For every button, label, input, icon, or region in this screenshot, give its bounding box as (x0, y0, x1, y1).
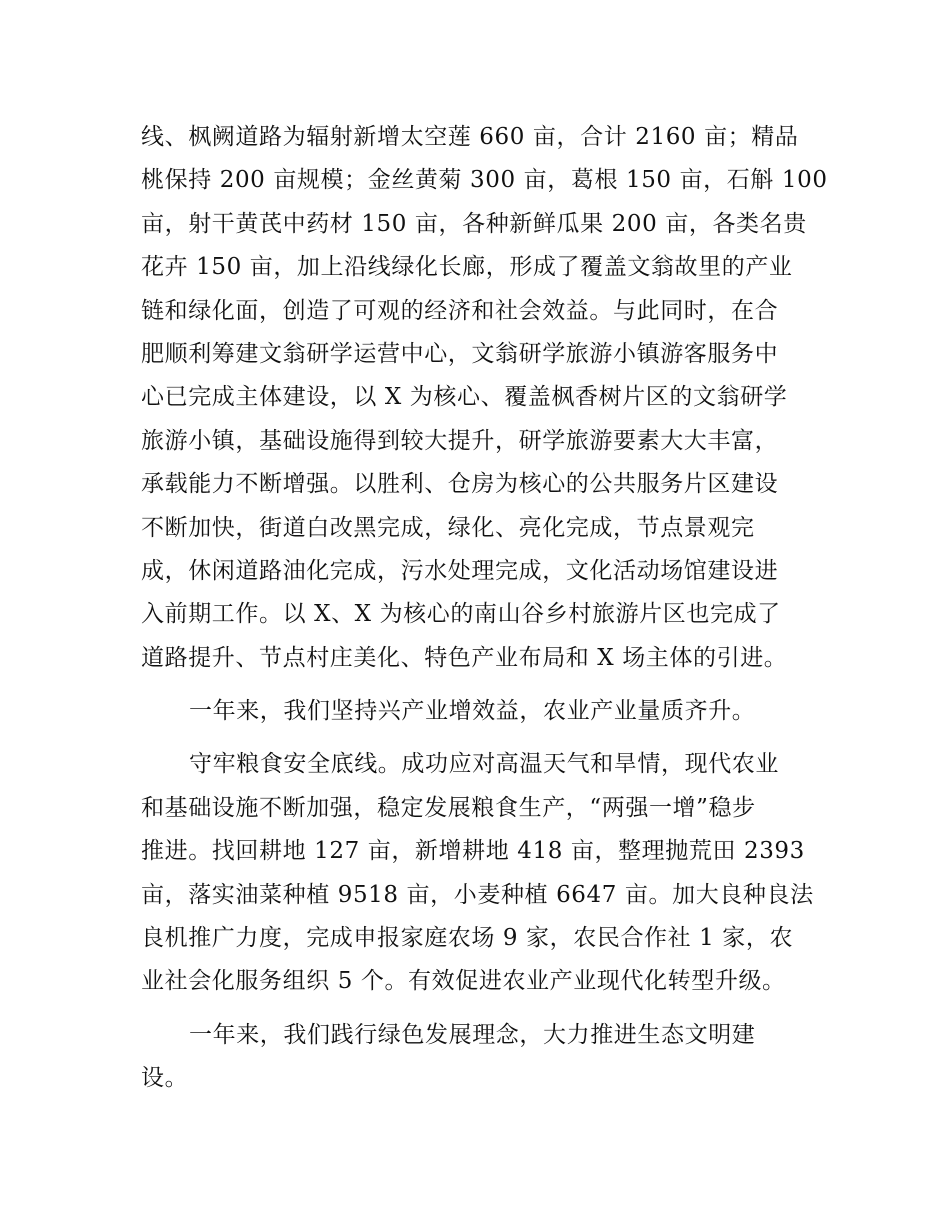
document-body (141, 116, 828, 1101)
text-line: 推进。找回耕地 127 亩，新增耕地 418 亩，整理抛荒田 2393 (141, 838, 805, 865)
text-line: 一年来，我们坚持兴产业增效益，农业产业量质齐升。 (189, 698, 756, 725)
text-line: 花卉 150 亩，加上沿线绿化长廊，形成了覆盖文翁故里的产业 (141, 254, 793, 281)
text-line: 和基础设施不断加强，稳定发展粮食生产，“两强一增”稳步 (141, 794, 756, 821)
text-line: 桃保持 200 亩规模；金丝黄菊 300 亩，葛根 150 亩，石斛 100 (141, 167, 828, 194)
text-line: 亩，落实油菜种植 9518 亩，小麦种植 6647 亩。加大良种良法 (141, 881, 814, 908)
text-line: 不断加快，街道白改黑完成，绿化、亮化完成，节点景观完 (141, 514, 755, 541)
text-line: 设。 (141, 1065, 189, 1092)
paragraph-industry-chain (141, 116, 828, 680)
text-line: 一年来，我们践行绿色发展理念，大力推进生态文明建 (189, 1021, 756, 1048)
text-line: 亩，射干黄芪中药材 150 亩，各种新鲜瓜果 200 亩，各类名贵 (141, 210, 807, 237)
text-line: 业社会化服务组织 5 个。有效促进农业产业现代化转型升级。 (141, 968, 786, 995)
text-line: 心已完成主体建设，以 X 为核心、覆盖枫香树片区的文翁研学 (141, 384, 788, 411)
text-line: 链和绿化面，创造了可观的经济和社会效益。与此同时，在合 (141, 297, 779, 324)
text-line: 良机推广力度，完成申报家庭农场 9 家，农民合作社 1 家，农 (141, 925, 794, 952)
text-line: 入前期工作。以 X、X 为核心的南山谷乡村旅游片区也完成了 (141, 601, 781, 628)
text-line: 守牢粮食安全底线。成功应对高温天气和旱情，现代农业 (189, 751, 779, 778)
text-line: 肥顺利筹建文翁研学运营中心，文翁研学旅游小镇游客服务中 (141, 340, 779, 367)
paragraph-food-security (141, 743, 814, 1003)
text-line: 旅游小镇，基础设施得到较大提升，研学旅游要素大大丰富， (141, 427, 779, 454)
paragraph-green-development (141, 1014, 811, 1101)
text-line: 线、枫阙道路为辐射新增太空莲 660 亩，合计 2160 亩；精品 (141, 124, 799, 150)
text-line: 成，休闲道路油化完成，污水处理完成，文化活动场馆建设进 (141, 557, 779, 584)
text-line: 道路提升、节点村庄美化、特色产业布局和 X 场主体的引进。 (141, 644, 788, 671)
text-line: 承载能力不断增强。以胜利、仓房为核心的公共服务片区建设 (141, 471, 779, 498)
paragraph-industry-summary (141, 690, 811, 733)
